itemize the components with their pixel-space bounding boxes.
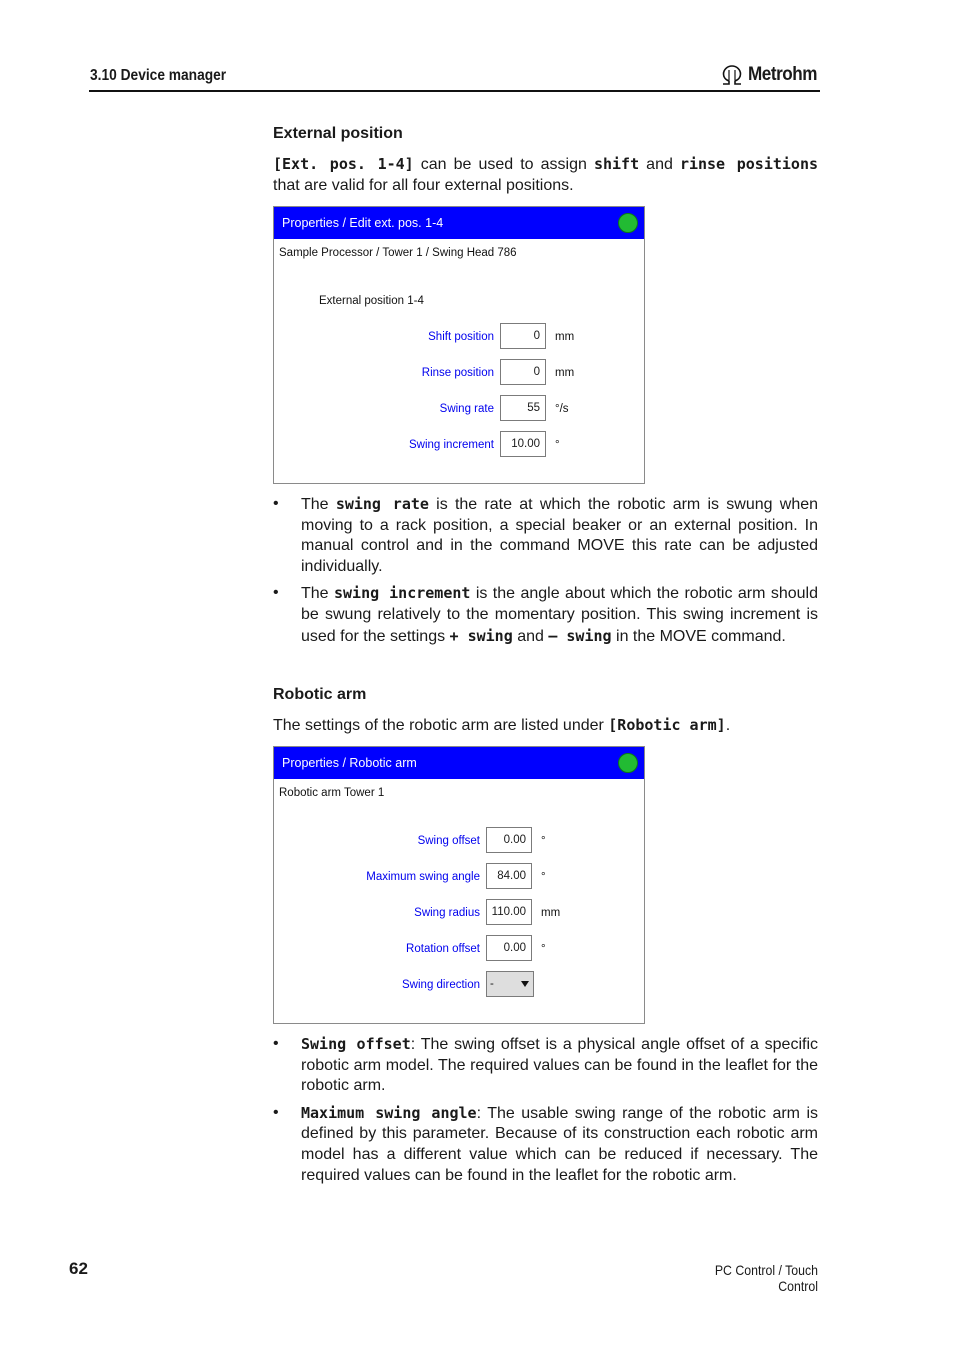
input-swing-offset[interactable]: 0.00 [486,827,532,853]
window-path: Sample Processor / Tower 1 / Swing Head 786 [279,247,517,259]
intro-text-3: that are valid for all four external positions. [273,177,574,194]
status-led-icon [618,753,638,773]
window-subtitle: External position 1-4 [319,295,424,307]
unit-swing-offset: ° [541,835,546,847]
label-swing-rate[interactable]: Swing rate [439,403,494,415]
bullet-text: The [301,585,334,603]
bullet-text: and [512,627,549,645]
code-plus-swing: + swing [449,626,513,645]
code-swing-increment: swing increment [333,584,471,603]
input-swing-rate[interactable]: 55 [500,395,546,421]
code-maximum-swing-angle: Maximum swing angle [301,1103,477,1122]
code-ext-pos: [Ext. pos. 1-4] [273,155,414,173]
label-swing-increment[interactable]: Swing increment [408,439,494,451]
window-title-bar [274,747,644,779]
code-shift: shift [593,155,640,173]
unit-rotation-offset: ° [541,943,546,955]
intro-robotic-arm [273,715,818,736]
label-swing-direction[interactable]: Swing direction [402,979,480,991]
intro-end: . [725,717,731,734]
select-swing-direction[interactable] [486,971,534,997]
intro-external-position [273,154,818,196]
code-swing-rate: swing rate [335,495,429,513]
bullet-text: The [301,496,336,513]
heading-external-position: External position [273,125,403,142]
unit-maximum-swing-angle: ° [541,871,546,883]
window-path: Robotic arm Tower 1 [279,787,385,799]
intro-text-1: can be used to assign [413,156,594,173]
bullet-swing-increment [273,583,818,647]
page-number: 62 [69,1259,88,1278]
bullet-dot: • [273,584,279,602]
edit-ext-pos-window [273,206,645,484]
window-title: Properties / Edit ext. pos. 1-4 [282,216,444,230]
bullet-swing-rate [273,494,818,577]
status-led-icon [618,213,638,233]
code-minus-swing: — swing [548,626,612,645]
input-shift-position[interactable]: 0 [500,323,546,349]
bullet-maximum-swing-angle [273,1103,818,1186]
code-robotic-arm: [Robotic arm] [608,716,726,734]
unit-shift-position: mm [555,331,575,343]
label-swing-radius[interactable]: Swing radius [414,907,480,919]
footer-product: PC Control / Touch Control [714,1262,818,1294]
label-swing-offset[interactable]: Swing offset [417,835,480,847]
window-title-bar [274,207,644,239]
unit-swing-increment: ° [555,439,560,451]
input-maximum-swing-angle[interactable]: 84.00 [486,863,532,889]
window-title: Properties / Robotic arm [282,756,417,770]
robotic-arm-window [273,746,645,1024]
bullet-dot: • [273,1035,279,1052]
bullet-dot: • [273,495,279,512]
heading-robotic-arm: Robotic arm [273,686,367,703]
label-rotation-offset[interactable]: Rotation offset [406,943,480,955]
unit-swing-rate: °/s [555,403,569,415]
select-value: - [490,978,494,990]
dropdown-arrow-icon[interactable] [521,981,529,987]
intro-text-2: and [639,156,680,173]
metrohm-logo [720,64,825,86]
unit-swing-radius: mm [541,907,561,919]
input-rotation-offset[interactable]: 0.00 [486,935,532,961]
unit-rinse-position: mm [555,367,575,379]
bullet-text: is the rate at which the robotic arm is swung when moving to a rack position, a special beaker or an external position. In manual control and in the command MOVE this rate can be adjusted individually. [301,496,819,575]
input-rinse-position[interactable]: 0 [500,359,546,385]
bullet-swing-offset [273,1034,818,1097]
code-swing-offset: Swing offset [301,1035,411,1053]
label-rinse-position[interactable]: Rinse position [421,367,494,379]
intro-text: The settings of the robotic arm are listed under [273,717,609,734]
bullet-text: : The swing offset is a physical angle offset of a specific robotic arm model. The required values can be found in the leaflet for the robotic arm. [301,1036,819,1095]
section-title: 3.10 Device manager [90,67,227,84]
label-maximum-swing-angle[interactable]: Maximum swing angle [366,871,480,883]
bullet-list-swing [273,494,818,653]
header-rule [89,90,820,92]
bullet-dot: • [273,1103,279,1121]
logo-text: Metrohm [748,64,818,85]
bullet-list-robotic-arm [273,1034,818,1192]
bullet-text: : The usable swing range of the robotic arm is defined by this parameter. Because of its construction each robotic arm model has a different value which can be reduced if necessary. The required values can be found in the leaflet for the robotic arm. [301,1104,818,1184]
input-swing-increment[interactable]: 10.00 [500,431,546,457]
code-rinse-positions: rinse positions [679,155,819,173]
label-shift-position[interactable]: Shift position [428,331,494,343]
omega-logo-icon [720,64,744,86]
input-swing-radius[interactable]: 110.00 [486,899,532,925]
bullet-text: in the MOVE command. [611,627,786,645]
bullet-text: is the angle about which the robotic arm should be swung relatively to the momentary position. This swing increment is used for the settings [301,585,818,645]
